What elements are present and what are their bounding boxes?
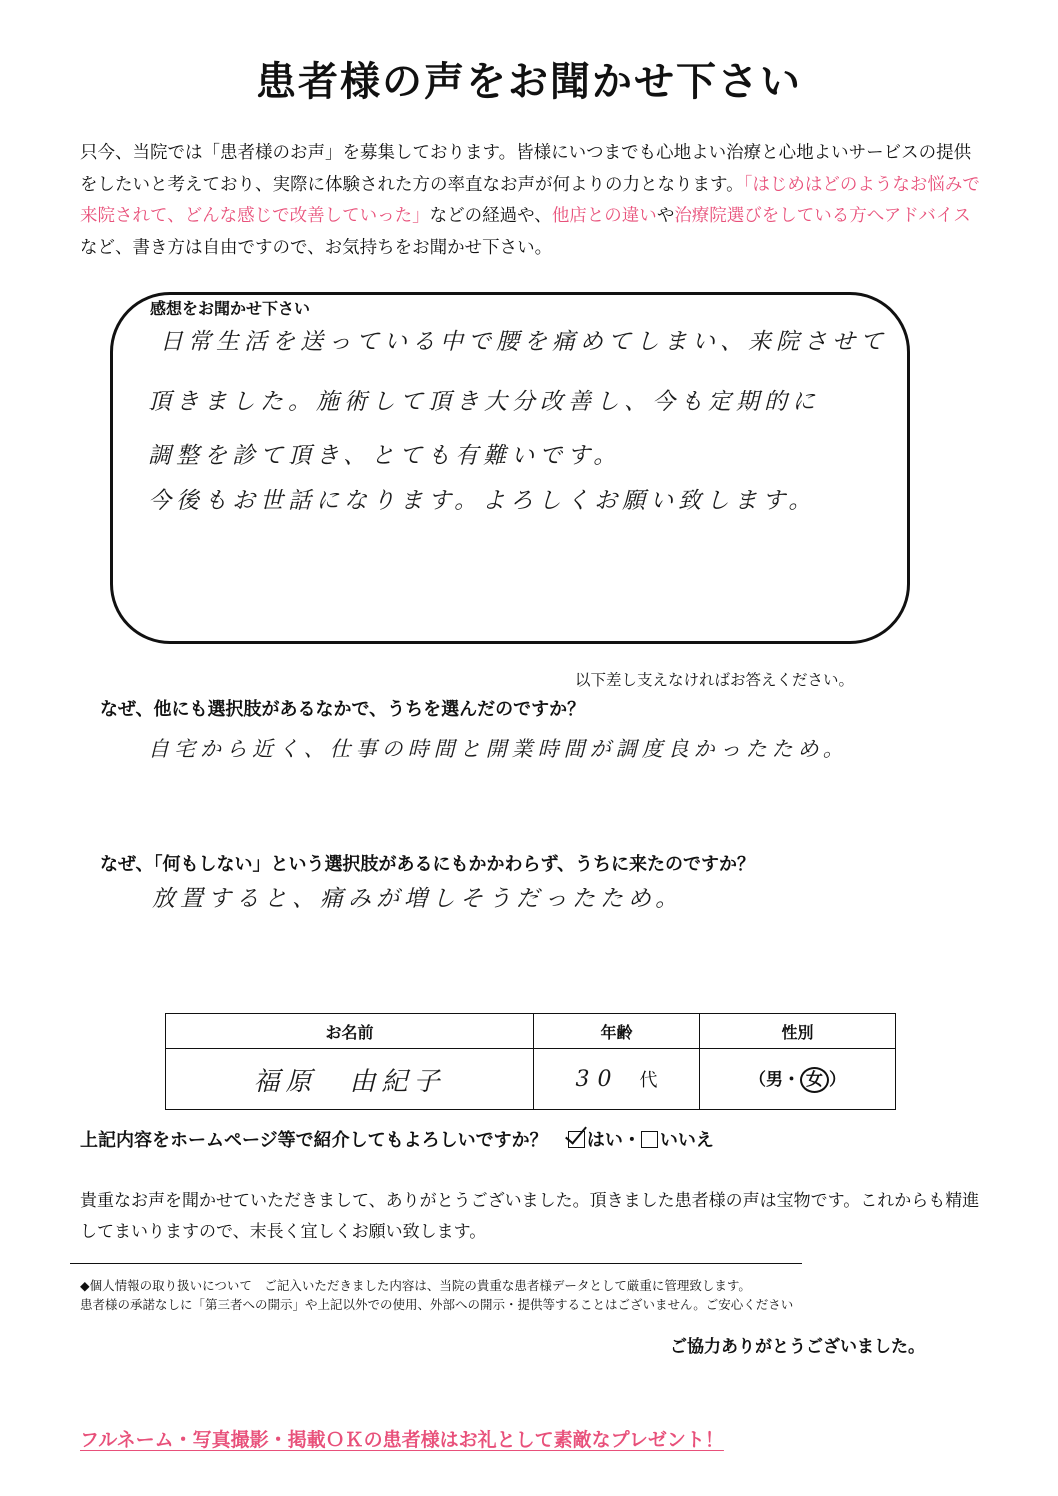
patient-info-table — [165, 1013, 896, 1110]
intro-text-2: などの経過や、 — [429, 206, 552, 226]
thanks-paragraph: 貴重なお声を聞かせていただきまして、ありがとうございました。頂きました患者様の声は宝物です。これからも精進してまいりますので、末長く宜しくお願い致します。 — [80, 1191, 980, 1242]
privacy-notice — [80, 1276, 910, 1314]
consent-separator: ・ — [622, 1130, 641, 1151]
question-2: なぜ、「何もしない」という選択肢があるにもかかわらず、うちに来たのですか？ — [100, 854, 756, 875]
name-header: お名前 — [166, 1014, 534, 1049]
gender-separator: ・ — [783, 1070, 800, 1090]
feedback-line-4: 今後もお世話になります。よろしくお願い致します。 — [148, 488, 817, 514]
age-header: 年齢 — [534, 1014, 700, 1049]
consent-yes-option[interactable] — [568, 1130, 623, 1151]
intro-text-1: 只今、当院では「患者様のお声」を募集しております。皆様にいつまでも心地よい治療と心地よいサービスの提供をしたいと考えており、実際に体験された方の率直なお声が何よりの力となります。 — [80, 143, 972, 195]
answer-1: 自宅から近く、仕事の時間と開業時間が調度良かったため。 — [148, 737, 849, 761]
consent-no-option[interactable] — [641, 1130, 714, 1151]
cooperation-thanks: ご協力ありがとうございました。 — [670, 1337, 925, 1357]
gender-paren-open: （ — [749, 1070, 766, 1090]
privacy-line-1: ◆個人情報の取り扱いについて ご記入いただきました内容は、当院の貴重な患者様データとして厳重に管理致します。 — [80, 1278, 751, 1293]
consent-row — [80, 1126, 714, 1152]
name-value: 福原 由紀子 — [253, 1066, 446, 1097]
consent-question: 上記内容をホームページ等で紹介してもよろしいですか？ — [80, 1130, 548, 1151]
intro-highlight-1: 「はじめはどのようなお悩みで来院されて、どんな感じで改善していった」 — [80, 174, 980, 226]
intro-text-3: や — [656, 206, 675, 226]
question-1: なぜ、他にも選択肢があるなかで、うちを選んだのですか？ — [100, 699, 586, 720]
age-value: 30 — [575, 1067, 620, 1092]
feedback-line-2: 頂きました。施術して頂き大分改善し、今も定期的に — [148, 389, 820, 415]
divider — [70, 1263, 802, 1264]
consent-no-label: いいえ — [659, 1130, 714, 1151]
page-title: 患者様の声をお聞かせ下さい — [256, 59, 802, 105]
consent-yes-label: はい — [586, 1130, 623, 1151]
intro-paragraph — [80, 138, 985, 264]
answer-2: 放置すると、痛みが増しそうだったため。 — [152, 886, 684, 912]
feedback-label: 感想をお聞かせ下さい — [150, 299, 311, 318]
yes-checkbox-checked[interactable] — [568, 1131, 585, 1148]
gender-cell — [700, 1049, 896, 1110]
privacy-line-2: 患者様の承諾なしに「第三者への開示」や上記以外での使用、外部への開示・提供等することはございません。ご安心ください — [80, 1297, 794, 1312]
gender-male: 男 — [766, 1070, 783, 1090]
gender-female-circled: 女 — [800, 1067, 829, 1093]
intro-highlight-3: 治療院選びをしている方へアドバイス — [674, 206, 971, 226]
feedback-line-1: 日常生活を送っている中で腰を痛めてしまい、来院させて — [160, 329, 888, 355]
promo-banner: フルネーム・写真撮影・掲載ＯＫの患者様はお礼として素敵なプレゼント！ — [80, 1429, 724, 1451]
optional-note: 以下差し支えなければお答えください。 — [575, 671, 855, 689]
no-checkbox[interactable] — [641, 1131, 658, 1148]
intro-text-4: など、書き方は自由ですので、お気持ちをお聞かせ下さい。 — [80, 237, 553, 258]
feedback-line-3: 調整を診て頂き、とても有難いです。 — [148, 443, 622, 469]
intro-highlight-2: 他店との違い — [551, 206, 657, 226]
age-suffix: 代 — [639, 1070, 658, 1091]
gender-paren-close: ） — [829, 1070, 846, 1090]
gender-header: 性別 — [700, 1014, 896, 1049]
